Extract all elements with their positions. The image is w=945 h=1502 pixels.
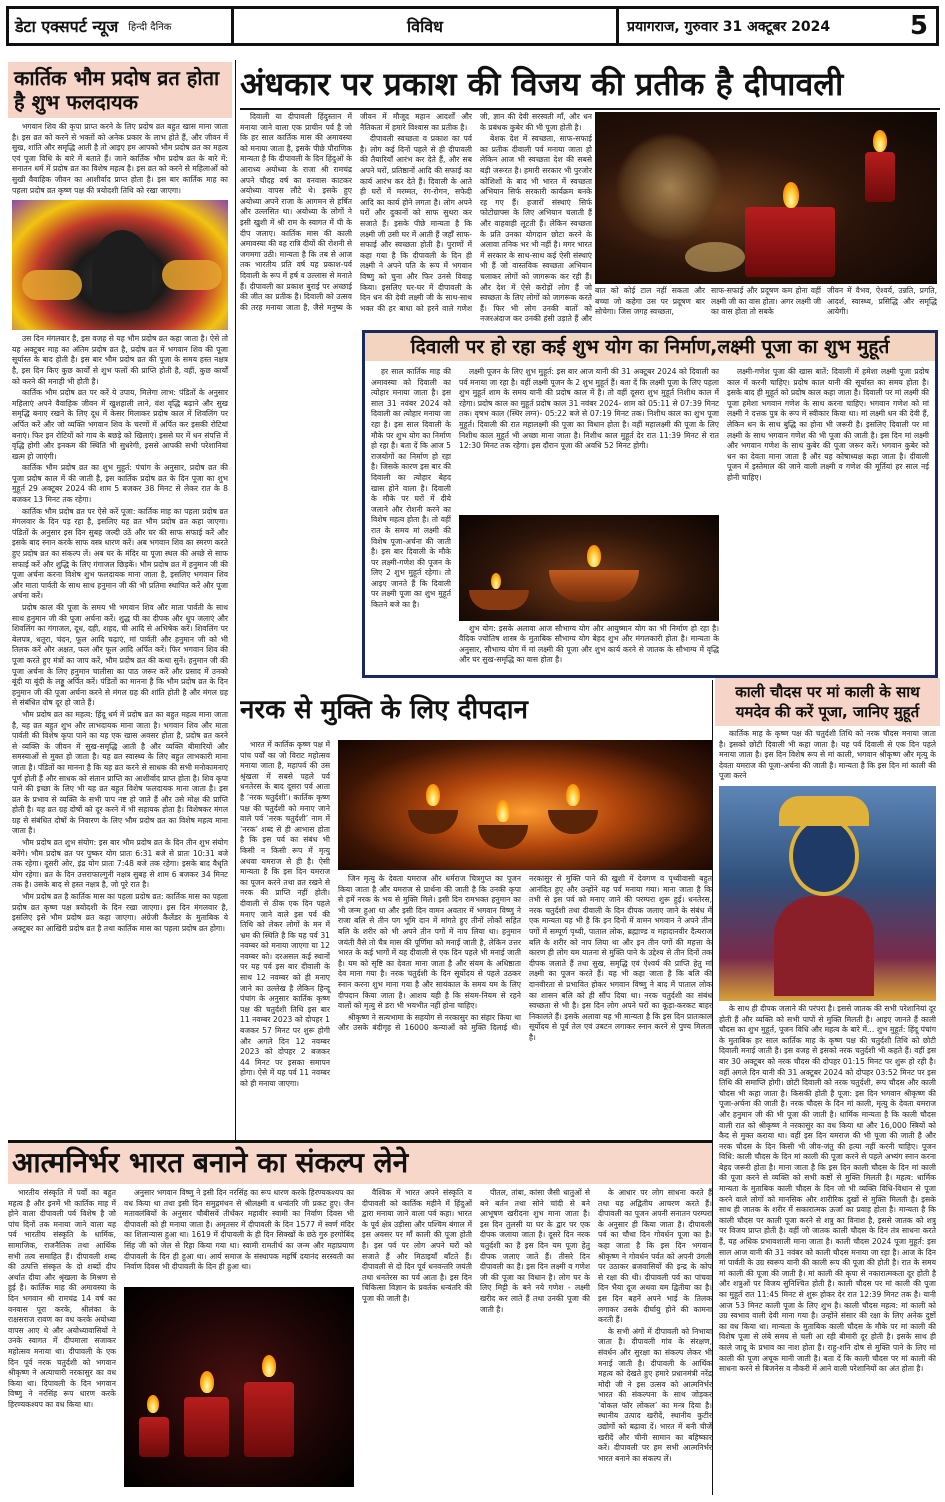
article-column [240, 740, 330, 1135]
paragraph: भौम प्रदोष व्रत का महत्व: हिंदू धर्म में प्रदोष व्रत का बहुत महत्व माना जाता है, यह व्रत बहुत शुभ और लाभदायक माना जाता है। भगवान शिव और माता पार्वती की विशेष कृपा पाने का यह एक खास अवसर होता है, प्रदोष व्रत करने से व्यक्ति के जीवन में सुख-समृद्धि आती है और व्यक्ति बीमारियों और समस्याओं से मुक्त हो जाता है। यह व्रत स्वास्थ्य के लिए बहुत लाभकारी माना जाता है। पंडितों का मानना है कि यह व्रत करने से साधक की सभी मनोकामनाएं पूर्ण होती हैं और साधक को संतान प्राप्ति का आशीर्वाद प्राप्त होता है। शिव कृपा पाने की इच्छा के लिए भी यह व्रत बहुत विशेष फलदायक माना जाता है। इस व्रत के प्रभाव से व्यक्ति के सभी पाप नष्ट हो जाते हैं और उसे मोक्ष की प्राप्ति होती है। यह व्रत ग्रह दोषों को दूर करने में भी सहायक होता है। विशेषकर मंगल ग्रह से संबंधित दोषों के निवारण के लिए भौम प्रदोष व्रत का विशेष महत्व माना जाता है। [12, 709, 228, 836]
paragraph: के साथ ही दीपक जलाने की परंपरा है। इससे जातक की सभी परेशानियां दूर होती हैं और व्यक्ति को सभी पापों से मुक्ति मिलती है। आइए जानते हैं काली चौदस का शुभ मुहूर्त, पूजन विधि और महत्व के बारे में... शुभ मुहूर्त: हिंदू पंचांग के मुताबिक हर साल कार्तिक माह के कृष्ण पक्ष की चतुर्दशी तिथि को छोटी दिवाली मनाई जाती है। इस वजह से इसको नरक चतुर्दशी भी कहते हैं। वहीं इस बार 30 अक्टूबर को नरक चौदस की दोपहर 01:15 मिनट पर शुरू हो रही है। वहीं अगले दिन यानी की 31 अक्टूबर 2024 को दोपहर 03:52 मिनट पर इस तिथि की समाप्ति होगी। छोटी दिवाली को नरक चतुर्दशी, रूप चौदस और काली चौदस भी कहा जाता है। किसकी होती है पूजा: इस दिन भगवान श्रीकृष्ण की पूजा-अर्चना की जाती है। नरक चौदस के दिन मां काली, मृत्यु के देवता यमराज और हनुमान जी की भी पूजा की जाती है। धार्मिक मान्यता है कि काली चौदस वाली रात को श्रीकृष्ण ने नरकासुर का वध किया था और 16,000 स्त्रियों को कैद से मुक्त कराया था। वहीं इस दिन यमराज की भी पूजा की जाती है और नरक चौदस के दिन किसी भी जीव-जंतु की हत्या नहीं करनी चाहिए। पूजन विधि: काली चौदस के दिन मां काली की पूजा करने से पहले अभ्यंग स्नान करना बेहद जरूरी होता है। माना जाता है कि इस दिन काली चौदस के दिन मां काली की पूजा करने से व्यक्ति को सभी कष्टों से मुक्ति मिलती है। महत्व: धार्मिक मान्यता के मुताबिक काली चौदस के दिन जो भी व्यक्ति विधि-विधान से पूजा करने वाले लोगों को मानसिक और शारीरिक दुखों से मुक्ति मिलती है। इसके साथ ही जातक के शरीर में सकारात्मक ऊर्जा का प्रवाह होता है। मान्यता है कि काली चौदस पर काली पूजा करने से शत्रु का विनाश है, इससे जातक को शत्रु पर विजय प्राप्त होती है। वहीं जो जातक काली चौदस के दिन तंत्र साधना करते हैं, यह अधिक प्रभावशाली माना जाता है। काली चौदस 2024 पूजा मुहूर्त: इस साल आज यानी की 31 नवंबर को काली चौदस मनाया जा रहा है। आज के दिन मां पार्वती के उग्र स्वरूप यानी की काली रूप की पूजा की होती है। रात के समय मां काली की पूजा की जाती है। मां काली की कृपा से नकारात्मकता दूर होती है और शत्रुओं पर विजय सुनिश्चित होती है। काली चौदस पर मां काली की पूजा का मुहूर्त रात 11:45 मिनट से शुरू होकर देर रात 12:39 मिनट तक है। यानी आज 53 मिनट काली पूजा के लिए शुभ है। काली चौदस महत्व: मां काली को उग्र स्वभाव वाली देवी माना गया है। उन्होंने संसार की रक्षा के लिए अनेक दुष्टों का वध किया था। मान्यता के मुताबिक काली चौदस के मौके पर मां काली की विशेष पूजा से लंबे समय से चली आ रही बीमारी दूर होती है। इसके साथ ही काले जादू के प्रभाव का नाश होता है। राहु-शनि दोष से मुक्ति पाने के लिए मां काली की पूजा अचूक मानी जाती है। बता दें कि काली चौदस पर मां काली की साधना करने से बिजनेस व नौकरी में आने वाली परेशानियों का अंत होता है। [719, 1003, 936, 1374]
candles-photo [595, 112, 937, 284]
ornament-shape [685, 242, 745, 272]
paragraph: भगवान शिव की कृपा प्राप्त करने के लिए प्रदोष व्रत बहुत खास माना जाता है। इस व्रत को करने से भक्तों को अनेक प्रकार के लाभ होते हैं, और जीवन में सुख, शांति और समृद्धि आती है तो आइए हम आपको भौम प्रदोष व्रत का महत्व एवं पूजा विधि के बारे में बताते हैं। जाने कार्तिक भौम प्रदोष व्रत के बारे में: सनातन धर्म में प्रदोष व्रत का विशेष महत्व है। इस व्रत को करने से महिलाओं को सुखी वैवाहिक जीवन का आशीर्वाद प्राप्त होता है। इस बार कार्तिक माह का पहला प्रदोष व्रत कृष्ण पक्ष की त्रयोदशी तिथि को रखा जाएगा। [12, 122, 228, 195]
article-shubh-muhurat [362, 330, 938, 678]
article-body [8, 118, 232, 196]
red-candle [139, 1417, 169, 1457]
article-column [362, 1188, 472, 1488]
paragraph: भारतीय संस्कृति में पर्वों का बहुत महत्व है और इनमें भी कार्तिक माह में होने वाला दीपावली पर्व विशेष है जो पांच दिनों तक मनाया जाने वाला यह पर्व भारतीय संस्कृति के धार्मिक, सामाजिक, राजनैतिक तथा आर्थिक सभी तत्व समाहित हैं। दीपावली शब्द की उत्पत्ति संस्कृत के दो शब्दों दीप अर्थात दीया और श्रृंखला के मिश्रण से हुई है। कार्तिक माह की अमावस्या के दिन भगवान श्री रामचंद्र 14 वर्ष का वनवास पूरा करके, श्रीलंका के राक्षसराज रावण का वध करके अयोध्या वापस आए थे और अयोध्यावासियों ने उनके स्वागत में दीपमाला सजाकर महोत्सव मनाया था। दीपावली के एक दिन पूर्व नरक चतुर्दशी को भगवान श्रीकृष्ण ने अत्याचारी नरकासुर का वध किया था। दिपावली के दिन भगवान विष्णु ने नरसिंह रूप धारण करके हिरण्यकश्यप का वध किया था। [8, 1188, 116, 1409]
article-deepawali-body [240, 112, 592, 330]
column-divider [712, 680, 713, 1495]
article-column [598, 1188, 712, 1488]
paragraph: भारत में कार्तिक कृष्ण पक्ष में पांच पर्वों का जो विराट महोत्सव मनाया जाता है, महापर्व की उस श्रृंखला में सबसे पहले पर्व धनतेरस के बाद दूसरा पर्व आता है ‘नरक चतुर्दशी’। कार्तिक कृष्ण पक्ष की चतुर्दशी को मनाए जाने वाले पर्व ‘नरक चतुर्दशी’ नाम में ‘नरक’ शब्द से ही आभास होता है कि इस पर्व का संबंध भी किसी न किसी रूप में मृत्यु अथवा यमराज से ही है। ऐसी मान्यता है कि इस दिन यमराज का पूजन करने तथा व्रत रखने से नरक की प्राप्ति नहीं होती। दीवाली से ठीक एक दिन पहले मनाए जाने वाले इस पर्व की तिथि को लेकर लोगों के मन में भ्रम की स्थिति है कि यह पर्व 31 नवम्बर को मनाया जाएगा या 12 नवम्बर को। दरअसल कई स्थानों पर यह पर्व इस बार दीवाली के साथ 12 नवम्बर को ही मनाए जाने का उल्लेख है लेकिन हिन्दू पंचांग के अनुसार कार्तिक कृष्ण पक्ष की चतुर्दशी तिथि इस बार 11 नवम्बर 2023 को दोपहर 1 बजकर 57 मिनट पर शुरू होगी और अगले दिन 12 नवम्बर 2023 को दोपहर 2 बजकर 44 मिनट पर इसका समापन होगा। ऐसे में यह पर्व 11 नवम्बर को ही मनाया जाएगा। [240, 740, 330, 1088]
flame-icon [147, 1395, 159, 1413]
ornament-shape [615, 132, 725, 242]
article-column [124, 1188, 354, 1283]
article-headline: अंधकार पर प्रकाश की विजय की प्रतीक है दीपावली [240, 65, 844, 103]
diya-shape [548, 810, 598, 834]
article-headline: नरक से मुक्ति के लिए दीपदान [240, 695, 528, 725]
red-candle [184, 1397, 229, 1457]
flame-icon [491, 573, 501, 589]
masthead-left [9, 9, 234, 43]
red-candle [865, 152, 895, 202]
hand-shape [162, 260, 222, 290]
diya-shape [469, 590, 529, 610]
paragraph: भौम प्रदोष व्रत है कार्तिक मास का पहला प्रदोष व्रत: कार्तिक मास का पहला प्रदोष व्रत कृष्ण पक्ष त्रयोदशी के दिन रखा जाएगा। इस दिन मंगलवार है, इसलिए इसे भौम प्रदोष व्रत कहा जाएगा। अंग्रेजी कैलेंडर के मुताबिक ये अक्टूबर का आखिरी प्रदोष व्रत है तथा कार्तिक मास का पहला प्रदोष व्रत होगा। [12, 892, 228, 933]
diya-shape [478, 825, 528, 849]
paragraph: बेशक देश में स्वच्छता, साफ-सफाई का प्रतीक दीवाली पर्व मनाया जाता हो लेकिन आज भी स्वच्छता देश की सबसे बड़ी जरूरत है। हमारी सरकार भी पुरजोर कोशिशों के बाद भी भारत में स्वच्छता अभियान सिर्फ सरकारी कार्यक्रम बनके रह गए हैं। हजारों संस्थाएं सिर्फ फोटोग्राफ्स के लिए अभियान चलाती हैं और वाहवाही लूटती हैं। लेकिन स्वच्छता के प्रति उनका योगदान छोटा करने के अलावा तनिक भर भी नहीं है। मगर भारत में सरकार के साथ-साथ कई ऐसी संस्थाएं भी हैं जो वास्तविक स्वच्छता अभियान चलाकर लोगों को जागरूक कर रही हैं। और देश में ऐसे करोड़ों लोग हैं जो स्वच्छता के लिए लोगों को जागरूक करते हैं। फिर भी लोग उनकी बातों को नजरअंदाज कर उनकी हंसी उड़ाते हैं और [480, 134, 592, 324]
paragraph: भौम प्रदोष व्रत शुभ संयोग: इस बार भौम प्रदोष व्रत के दिन तीन शुभ संयोग बनेंगे। भौम प्रदोष व्रत पर पुष्कर योग प्रातः 6:31 बजे से प्रातः 10:31 बजे तक रहेगा। दूसरी ओर, इंद्र योग प्रातः 7:48 बजे तक रहेगा। इसके बाद वैधृति योग रहेगा। व्रत के दिन उत्तराफाल्गुनी नक्षत्र सुबह से शाम 6 बजकर 34 मिनट तक है। उसके बाद से हस्त नक्षत्र है, जो पूरे रात है। [12, 838, 228, 890]
paragraph: दिवाली या दीपावली हिंदुस्तान में मनाया जाने वाला एक प्राचीन पर्व है जो कि हर साल कार्तिक मास की अमावस्या को मनाया जाता है, इसके पीछे पौराणिक मान्यता है कि दीपावली के दिन हिंदुओं के आराध्य अयोध्या के राजा श्री रामचंद्र अपने चौदह वर्ष का वनवास काटकर अयोध्या वापस लौटे थे। इसके हुए अयोध्या अपने राजा के आगमन से हर्षित और उल्लसित था। अयोध्या के लोगों ने इसी खुशी में श्री राम के स्वागत में घी के दीप जलाए। कार्तिक मास की काली अमावस्या की वह रात्रि दीयों की रोशनी से जगमगा उठी। मान्यता है कि तब से आज तक भारतीय प्रति वर्ष यह प्रकाश-पर्व दिवाली के रूप में हर्ष व उल्लास से मनाते हैं। दीपावली का प्रकाश बुराई पर अच्छाई की जीत का प्रतीक है। दिवाली को उत्सव की तरह मनाया जाता है, जैसे मनुष्य के जीवन में मौजूद महान आदर्शों और नैतिकता में हमारे विश्वास का प्रतीक है। [240, 112, 472, 312]
article-column [459, 367, 719, 511]
article-column [480, 1188, 590, 1488]
dateline: प्रयागराज, गुरुवार 31 अक्टूबर 2024 [627, 18, 831, 35]
headline-atmanirbhar [8, 1140, 712, 1184]
diya-photo [459, 515, 719, 621]
article-column [371, 367, 451, 667]
paragraph: प्रदोष काल की पूजा के समय भी भगवान शिव और माता पार्वती के साथ साथ हनुमान जी की पूजा अर्चना करें। शुद्ध घी का दीपक और धूप जलाएं और शिवलिंग का गंगाजल, दूध, दही, शहद, घी आदि से अभिषेक करें। शिवलिंग पर बेलपत्र, धतूरा, चंदन, फूल आदि चढ़ाएं, मां पार्वती और हनुमान जी को भी तिलक करें और अक्षत, फल और फूल आदि अर्पित करें। फिर भगवान शिव की पूजा करते हुए मंत्रों का जाप करें, भौम प्रदोष व्रत की कथा सुनें। हनुमान जी की पूजा अर्चना के लिए हनुमान चालीसा का पाठ जरूर करें और प्रसाद में उनको बूंदी या बूंदी के लड्डू अर्पित करें। पंडितों का मानना है कि भौम प्रदोष व्रत के दिन हनुमान जी की पूजा अर्चना करने से मंगल ग्रह की शांति होती है और मंगल ग्रह से संबंधित दोष दूर हो जाते हैं। [12, 603, 228, 708]
candles-photo [124, 1287, 354, 1487]
paragraph: हर साल कार्तिक माह की अमावस्या को दिवाली का त्योहार मनाया जाता है। इस साल 31 नवंबर 2024 को दिवाली का त्योहार मनाया जा रहा है। इस साल दिवाली के मौके पर शुभ योग का निर्माण हो रहा है। बता दें कि आज 5 राजयोगों का निर्माण हो रहा है। जिसके कारण इस बार की दिवाली का त्योहार बेहद खास होने वाला है। दिवाली के मौके पर घरों में दीये जलाने और रोशनी करने का विशेष महत्व होता है। तो वहीं रात के समय मां लक्ष्मी की विशेष पूजा-अर्चना की जाती है। इस बार दिवाली के मौके पर लक्ष्मी-गणेश की पूजन के लिए 2 शुभ मुहूर्त रहेगा। तो आइए जानते हैं कि दिवाली पर लक्ष्मी पूजा का शुभ मुहूर्त कितने बजे का है। [371, 367, 452, 610]
paragraph: श्रीकृष्ण ने सत्यभामा के सहयोग से नरकासुर का संहार किया था और उसके बंदीगृह से 16000 कन्याओं को मुक्ति दिलाई थी। नरकासुर से मुक्ति पाने की खुशी में देवगण व पृथ्वीवासी बहुत आनंदित हुए और उन्होंने यह पर्व मनाया गया। माना जाता है कि तभी से इस पर्व को मनाए जाने की परम्परा शुरू हुई। धनतेरस, नरक चतुर्दशी तथा दीवाली के दिन दीपक जलाए जाने के संबंध में एक मान्यता यह भी है कि इन दिनों में वामन भगवान ने अपने तीन पगों में सम्पूर्ण पृथ्वी, पाताल लोक, ब्रह्माण्ड व महादानवीर दैत्यराज बलि के शरीर को नाप लिया था और इन तीन पगों की महत्ता के कारण ही लोग यम यातना से मुक्ति पाने के उद्देश्य से तीन दिनों तक दीपक जलाते हैं तथा सुख, समृद्धि एवं ऐश्वर्य की प्राप्ति हेतु मां लक्ष्मी का पूजन करते हैं। यह भी कहा जाता है कि बलि की दानवीरता से प्रभावित होकर भगवान विष्णु ने बाद में पाताल लोक का शासन बलि को ही सौंप दिया था। नरक चतुर्दशी का संबंध स्वच्छता से भी है। इस दिन लोग अपने घरों का कूड़ा-करकट बाहर निकालते हैं। इसके अलावा यह भी मान्यता है कि इस दिन प्रातःकाल सूर्योदय से पूर्व तेल एवं उबटन लगाकर स्नान करने से पुण्य मिलता है। [338, 874, 712, 1042]
article-column [8, 1188, 116, 1488]
paragraph: उस दिन मंगलवार है, इस वजह से यह भौम प्रदोष व्रत कहा जाता है। ऐसे तो यह अक्टूबर माह का अंतिम प्रदोष व्रत है, प्रदोष व्रत में भगवान शिव की पूजा सूर्यास्त के बाद होती है। इस बार भौम प्रदोष व्रत की पूजा के समय हस्त नक्षत्र है, इस दिन किए कुछ कार्यों से शुभ फलों की प्राप्ति होती है, वहीं, कुछ कार्यों को करने की मनाही भी होती है। [12, 334, 228, 386]
headline-deepdaan [240, 690, 710, 734]
page-number: 5 [909, 11, 928, 41]
article-body-cont [715, 1001, 940, 1379]
flame-icon [587, 545, 601, 567]
article-headline: कार्तिक भौम प्रदोष व्रत होता है शुभ फलदायक [8, 62, 232, 118]
shivling-shape [92, 230, 152, 310]
paragraph: जिन मृत्यु के देवता यमराज और धर्मराज चित्रगुप्त का पूजन किया जाता है और यमराज से प्रार्थना की जाती है कि उनकी कृपा से हमें नरक के भय से मुक्ति मिले। इसी दिन रामभक्त हनुमान का भी जन्म हुआ था और इसी दिन वामन अवतार में भगवान विष्णु ने राजा बलि से तीन पग भूमि दान में मांगते हुए तीनों लोकों सहित बलि के शरीर को भी अपने तीन पगों में नाप लिया था। हनुमान जयंती वैसे तो चैत्र मास की पूर्णिमा को मनाई जाती है, लेकिन उत्तर भारत के कई भागों में यह दीवाली से एक दिन पहले भी मनाई जाती है। यम को सृष्टि का देवता माना जाता है और संयम के अधिष्ठाता देव माना गया है। नरक चतुर्दशी के दिन सूर्योदय से पहले उठकर स्नान करना शुभ माना गया है और सायंकाल के समय यम के लिए दीपदान किया जाता है। आशय यही है कि संयम-नियम से रहने वालों को मृत्यु से डरा भी भयभीत नहीं होना चाहिए। [338, 874, 521, 1011]
deity-garment [774, 896, 874, 996]
flame-icon [873, 130, 887, 152]
deity-face [789, 816, 859, 896]
divider-line [240, 108, 940, 110]
article-headline: आत्मनिर्भर भारत बनाने का संकल्प लेने [12, 1146, 409, 1179]
article-headline: काली चौदस पर मां काली के साथ यमदेव की करें पूजा, जानिए मुहूर्त [715, 678, 940, 726]
caption: जीवन में वैभव, ऐश्वर्य, उन्नति, प्रगति, आदर्श, स्वास्थ्य, प्रसिद्धि और समृद्धि आयेगी। [827, 286, 937, 317]
flame-icon [496, 800, 510, 822]
diya-shape [549, 570, 639, 602]
diyas-photo [338, 740, 712, 870]
paragraph: कार्तिक भौम प्रदोष व्रत पर ऐसे करें पूजा: कार्तिक माह का पहला प्रदोष व्रत मंगलवार के दिन पड़ रहा है, इसलिए यह व्रत भौम प्रदोष व्रत कहा जाएगा। पंडितों के अनुसार इस दिन सुबह जल्दी उठें और घर की साफ सफाई करें और इसके बाद स्नान करके साफ वस्त्र धारण करें। अब भगवान शिव का स्मरण करते हुए प्रदोष व्रत का संकल्प लें। अब घर के मंदिर या पूजा स्थल की अच्छे से साफ सफाई करें और शुद्धि के लिए गंगाजल छिड़कें। भौम प्रदोष व्रत में हनुमान जी की पूजा अर्चना करना विशेष शुभ फलदायक माना जाता है, इसलिए भगवान शिव और माता पार्वती के साथ साथ हनुमान जी की भी प्रतिमा स्थापित करें और पूजा अर्चना करें। [12, 506, 229, 601]
flame-icon [566, 784, 580, 806]
headline-deepawali [240, 62, 940, 108]
article-headline: दिवाली पर हो रहा कई शुभ योग का निर्माण,लक्ष्मी पूजा का शुभ मुहूर्त [365, 333, 935, 361]
candles-photo-block [595, 112, 937, 324]
diya-shape [408, 810, 458, 834]
masthead-right [616, 9, 936, 43]
flame-icon [262, 1355, 276, 1377]
article-body-cont [8, 334, 232, 934]
paragraph: के आधार पर लोग साधना करते हैं तथा यह अद्वितीय आचरण करते हैं। दीपावली का पूजन अपनी सनातन परम्परा के अनुसार ही किया जाता है। दीपावली पर्व का चौथा दिन गोवर्धन पूजा का है। कहा जाता है कि इस दिन भगवान श्रीकृष्ण ने गोवर्धन पर्वत को अपनी उंगली पर उठाकर ब्रजवासियों की इन्द्र के कोप से रक्षा की थी। दीपावली पर्व का पांचवा दिन भैया दूज अथवा यम द्वितीया का है। इस दिन बहनें अपने भाई के तिलक लगाकर उसके दीर्घायु होने की कामना करती हैं। [598, 1188, 712, 1325]
newspaper-name: डेटा एक्सपर्ट न्यूज [15, 17, 119, 36]
flame-icon [783, 182, 799, 208]
paragraph: कार्तिक भौम प्रदोष व्रत का शुभ मुहूर्त: पंचांग के अनुसार, प्रदोष व्रत की पूजा प्रदोष काल में की जाती है, इस कार्तिक प्रदोष व्रत के दिन पूजा का शुभ मुहूर्त 29 अक्टूबर 2024 की शाम 5 बजकर 38 मिनट से लेकर रात के 8 बजकर 13 मिनट तक रहेगा। [12, 463, 228, 505]
paragraph: लक्ष्मी-गणेश पूजा की खास बातें: दिवाली में हमेशा लक्ष्मी पूजा प्रदोष काल में करनी चाहिए। प्रदोष काल यानी की सूर्यास्त का समय होता है। इसके बाद ही मुहूर्त को प्रदोष काल कहा जाता है। दिवाली पर मां लक्ष्मी की पूजा हमेशा भगवान गणेश के साथ करना चाहिए। भगवान गणेश को मां लक्ष्मी ने दत्तक पुत्र के रूप में स्वीकार किया था। मां लक्ष्मी धन की देवी हैं, लेकिन धन के साथ बुद्धि का होना भी जरूरी है। इसलिए दिवाली पर मां लक्ष्मी के साथ भगवान गणेश की भी पूजा की जाती है। इस दिन मां लक्ष्मी और भगवान गणेश के साथ कुबेर की पूजा जरूर करें। भगवान कुबेर को धन का देवता माना जाता है और यह कोषाध्यक्ष कहा जाता है। दीवाली पूजन में इस्तेमाल की जाने वाली लक्ष्मी व गणेश की मूर्तियां हर साल नई होनी चाहिए। [727, 367, 929, 482]
article-atmanirbhar-body [8, 1188, 712, 1496]
shivling-puja-photo [12, 200, 228, 330]
section-title: विविध [407, 17, 443, 36]
paragraph: दीपावली स्वच्छता व प्रकाश का पर्व है। लोग कई दिनों पहले से ही दीपावली की तैयारियाँ आरंभ कर देते हैं, और सब अपने घरों, प्रतिष्ठानों आदि की सफाई का कार्य आरंभ कर देते हैं। दिवाली के आते ही घरों में मरम्मत, रंग-रोगन, सफेदी आदि का कार्य होने लगता है। लोग अपने घरों और दुकानों को साफ सुथरा कर सजाते हैं। इसके पीछे मान्यता है कि लक्ष्मी जी उसी घर में आती हैं जहाँ साफ-सफाई और स्वच्छता होती है। पुराणों में कहा गया है कि दीपावली के दिन ही लक्ष्मी ने अपने पति के रूप में भगवान विष्णु को चुना और फिर उनसे विवाह किया। इसलिए घर-घर में दीपावली के दिन धन की देवी लक्ष्मी जी के साथ-साथ भक्त की हर बाधा को हरने वाले गणेश जी, ज्ञान की देवी सरस्वती माँ, और धन के प्रबंधक कुबेर की भी पूजा होती है। [360, 112, 592, 313]
paragraph: के सभी अंगों में दीपावली को निभाया जाता है। दीपावली गांव के संरक्षण, संवर्धन और सुरक्षा का संकल्प लेकर भी मनाई जाती है। दीपावली के आर्थिक महत्व को देखते हुए हमारे प्रधानमंत्री नरेंद्र मोदी जी ने इस उत्सव को आत्मनिर्भर भारत की संकल्पना के साथ जोड़कर ‘वोकल फॉर लोकल’ का मन्त्र दिया है। स्थानीय उत्पाद खरीदें, स्थानीय कुटीर उद्योगों को बढ़ावा दें। भारत में बनी चीजें खरीदें और चीनी सामान का बहिष्कार करें। दीपावली पर हम सभी आत्मनिर्भर भारत बनाने का संकल्प लें। [598, 1326, 712, 1463]
paragraph: शुभ योग: इसके अलावा आज सौभाग्य योग और आयुष्मान योग का भी निर्माण हो रहा है। वैदिक ज्योतिष शास्त्र के मुताबिक सौभाग्य योग बेहद शुभ और मंगलकारी होता है। मान्यता के अनुसार, सौभाग्य योग में मां लक्ष्मी की पूजा और शुभ कार्य करने से जातक के सौभाग्य में वृद्धि और घर सुख-समृद्धि का वास होता है। [459, 623, 719, 665]
edition-label: हिन्दी दैनिक [128, 22, 172, 33]
paragraph: कार्तिक भौम प्रदोष व्रत पर करें ये उपाय, मिलेगा लाभ: पंडितों के अनुसार महिलाएं अपने वैवाहिक जीवन में खुशहाली लाने, वंश वृद्धि बढ़ाने और सुख समृद्धि बनाए रखने के लिए दूध में केसर मिलाकर प्रदोष काल में शिवलिंग पर अर्पित करें और जो व्यक्ति भगवान शिव के चरणों में अर्पित कर इसकी रोटियां बनाएं। फिर इन रोटियों को गाय के बछड़े को खिलाएं। इससे घर में धन संपत्ति में वृद्धि होगी और इनकम की स्थिति भी सुधरेगी, इससे आपकी सभी परेशानियां खत्म हो जाएंगी। [12, 388, 228, 461]
flame-icon [426, 784, 440, 806]
hand-shape [22, 270, 82, 300]
crown-shape [779, 796, 869, 826]
article-kali-chaudas [715, 678, 940, 1498]
caption: साफ-सफाई और प्रदूषण कम होना वहीं लक्ष्मी जी का वास होता। अगर लक्ष्मी जी का वास होता तो सबके [711, 286, 821, 317]
article-column [338, 874, 712, 1129]
article-column [727, 367, 929, 667]
caption: बात को कोई टाल नहीं सकता और बच्चा जो कहेगा उस पर प्रदूषण बार सोचेगा। जिस जगह स्वच्छता, [595, 286, 705, 317]
paragraph: लक्ष्मी पूजन के लिए शुभ मुहूर्त: इस बार आज यानी की 31 अक्टूबर 2024 को दिवाली का पर्व मनाया जा रहा है। वहीं लक्ष्मी पूजन के 2 शुभ मुहूर्त हैं। बता दें कि लक्ष्मी पूजा के लिए पहला शुभ मुहूर्त शाम के समय यानी की प्रदोष काल में है। तो वहीं दूसरा शुभ मुहूर्त निशीथ काल में रहेगा। प्रदोष काल का मुहूर्त प्रदोष काल 31 नवंबर 2024- शाम को 05:11 से 07:39 मिनट तक। वृषभ काल (स्थिर लग्न)- 05:22 बजे से 07:19 मिनट तक। निशीथ काल का शुभ पूजा मुहूर्त। दिवाली की रात महालक्ष्मी की पूजा का विधान होता है। वहीं महालक्ष्मी की पूजा के लिए निशीथ काल मुहूर्त भी अच्छा माना जाता है। निशीथ काल मुहूर्त देर रात 11:39 मिनट से रात 12:30 मिनट तक रहेगा। इस दौरान पूजा की अवधि 52 मिनट होगी। [459, 367, 719, 451]
paragraph: अनुसार भगवान विष्णु ने इसी दिन नरसिंह का रूप धारण करके हिरण्यकश्यप का वध किया था तथा इसी दिन समुद्रमंथन से श्रीलक्ष्मी व धन्वंतरि जी प्रकट हुए। जैन मतावलंबियों के अनुसार चौबीसवें तीर्थंकर महावीर स्वामी का निर्वाण दिवस भी दीपावली को ही मनाया जाता है। अमृतसर में दीपावली के दिन 1577 में स्वर्ण मंदिर का शिलान्यास हुआ था। 1619 में दीपावली के ही दिन सिक्खों के छठे गुरु हरगोबिंद सिंह जी को जेल से रिहा किया गया था। स्वामी रामतीर्थ का जन्म और महाप्रयाण दीपावली के दिन ही हुआ था। आर्य समाज के संस्थापक महर्षि दयानंद सरस्वती का निर्वाण दिवस भी दीपावली के दिन ही हुआ था। [124, 1188, 354, 1272]
paragraph: वैश्विक में भारत अपने संस्कृति व दीपावली को कार्तिक महीने में हिंदुओं द्वारा मनाया जाने वाला पर्व कहा। भारत के पूर्व क्षेत्र उड़ीसा और पश्चिम बंगाल में इस अवसर पर माँ काली की पूजा होती है। इस पर्व पर लोग अपने घरों को सजाते हैं और मिठाइयाँ बाँटते हैं। दीपावली से दो दिन पूर्व धनवन्तरि जयंती तथा धनतेरस का पर्व आता है। इस दिन चिकित्सा विज्ञान के प्रवर्तक धन्वंतरि की पूजा की जाती है। [362, 1188, 472, 1303]
paragraph: पीतल, तांबा, कांसा जैसी धातुओं से बने बर्तन तथा सोने चांदी से बने आभूषण खरीदना शुभ माना जाता है। इस दिन तुलसी या घर के द्वार पर एक दीपक जलाया जाता है। दूसरे दिन नरक चतुर्दशी का है इस दिन यम पूजा हेतु दीपक जलाए जाते हैं। तीसरे दिन दीपावली का है। इस दिन लक्ष्मी व गणेश जी की पूजा का विधान है। लोग घर के लिए मिट्टी के बने नये गणेश - लक्ष्मी खरीद कर लाते हैं तथा उनकी पूजा की जाती है। [480, 1188, 590, 1314]
column-divider [235, 60, 236, 1140]
red-candle [244, 1382, 294, 1457]
article-body [715, 726, 940, 786]
maa-kali-photo [719, 786, 936, 1001]
photo-captions [595, 286, 937, 318]
article-column [459, 624, 719, 667]
paragraph: कार्तिक माह के कृष्ण पक्ष की चतुर्दशी तिथि को नरक चौदस मनाया जाता है। इसको छोटी दिवाली भी कहा जाता है। यह पर्व दिवाली से एक दिन पहले मनाया जाता है। इस दिन विशेष रूप से मां काली, भगवान श्रीकृष्ण और मृत्यु के देवता यमराज की पूजा-अर्चना की जाती है। मान्यता है कि इस दिन मां काली की पूजा करने [719, 729, 936, 781]
flame-icon [200, 1371, 214, 1393]
red-candle [745, 207, 835, 277]
masthead [6, 6, 939, 46]
